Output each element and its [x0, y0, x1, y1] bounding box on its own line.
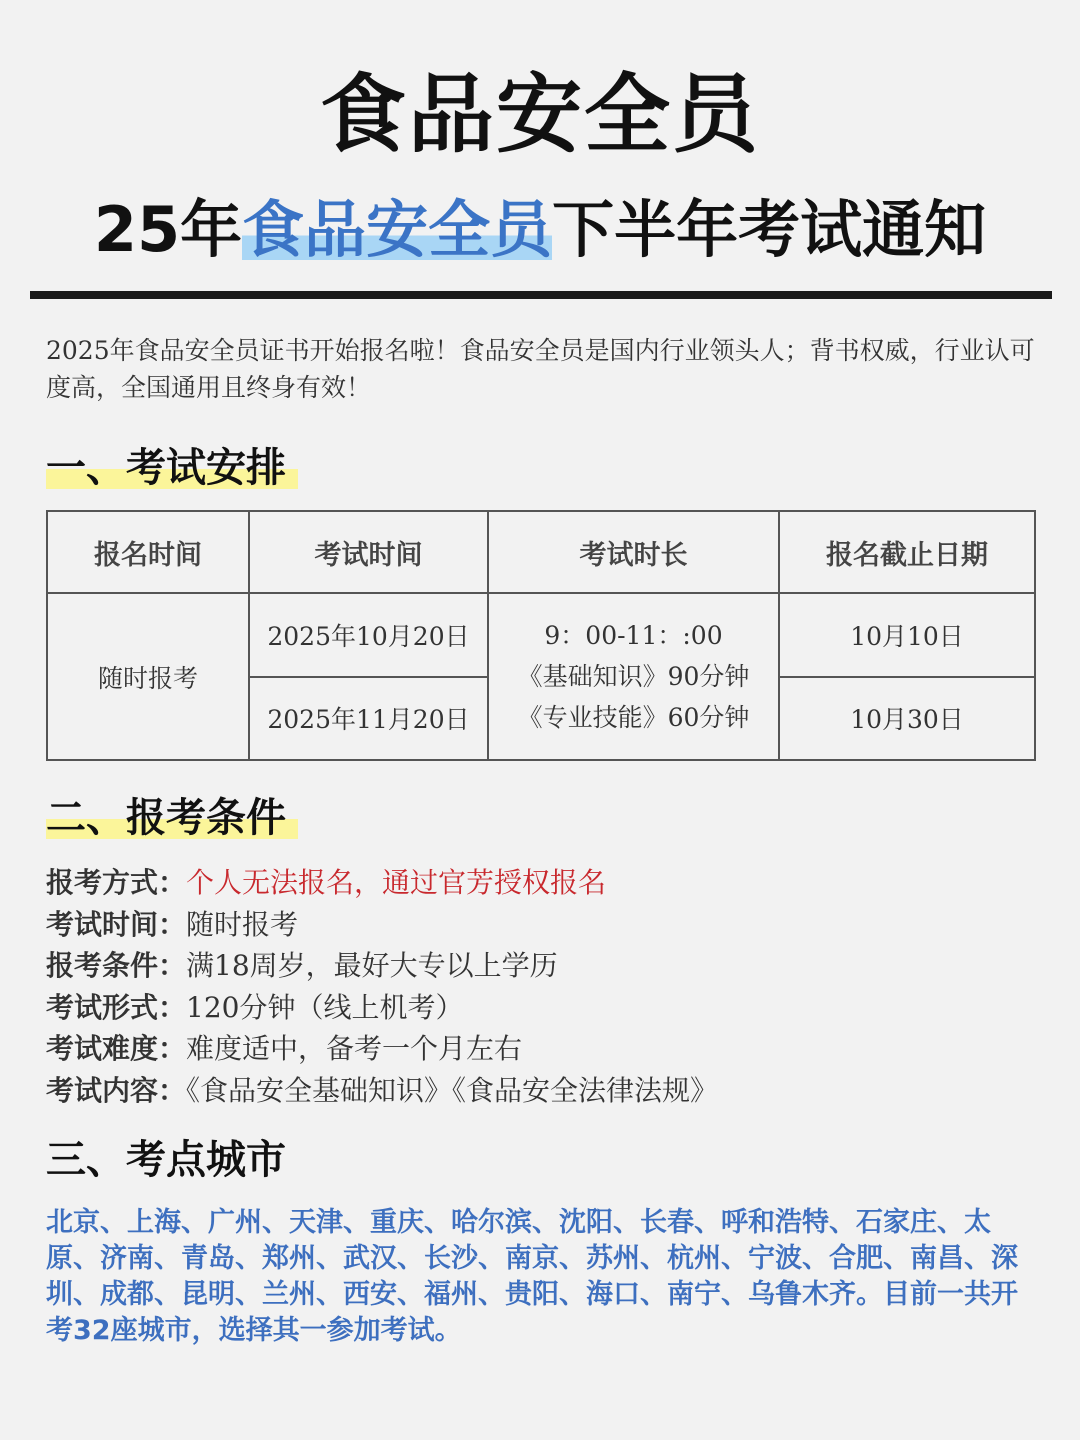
col-header-deadline: 报名截止日期 — [779, 511, 1035, 593]
duration-line-2: 《基础知识》90分钟 — [517, 662, 750, 692]
title-divider — [30, 291, 1052, 299]
duration-line-1: 9：00-11：:00 — [544, 621, 723, 651]
condition-value: 满18周岁，最好大专以上学历 — [186, 949, 558, 982]
section-heading-cities: 三、考点城市 — [46, 1137, 286, 1183]
subtitle-prefix: 25年 — [93, 193, 243, 266]
condition-value: 120分钟（线上机考） — [186, 990, 464, 1024]
cell-deadline-2: 10月30日 — [779, 677, 1035, 760]
condition-label: 考试难度： — [46, 1032, 187, 1065]
list-item — [46, 945, 1046, 987]
list-item — [46, 904, 1046, 946]
col-header-duration: 考试时长 — [488, 511, 779, 593]
duration-line-3: 《专业技能》60分钟 — [517, 703, 750, 733]
subtitle-highlight: 食品安全员 — [242, 193, 553, 266]
condition-label: 报考条件： — [46, 949, 187, 982]
list-item — [46, 987, 1046, 1029]
condition-label: 考试时间： — [46, 907, 187, 941]
condition-value: 《食品安全基础知识》《食品安全法律法规》 — [186, 1073, 719, 1107]
cell-deadline-1: 10月10日 — [779, 593, 1035, 676]
cell-reg-time: 随时报考 — [47, 593, 249, 760]
condition-value: 难度适中，备考一个月左右 — [186, 1032, 523, 1065]
condition-label: 考试内容： — [46, 1073, 187, 1107]
list-item — [46, 1070, 1046, 1112]
cities-paragraph: 北京、上海、广州、天津、重庆、哈尔滨、沈阳、长春、呼和浩特、石家庄、太原、济南、青岛、郑州、武汉、长沙、南京、苏州、杭州、宁波、合肥、南昌、深圳、成都、昆明、兰州、西安、福州、贵阳、海口、南宁、乌鲁木齐。目前一共开考32座城市，选择其一参加考试。 — [46, 1207, 1018, 1346]
section-heading-conditions: 二、报考条件 — [46, 792, 298, 844]
condition-value: 个人无法报名，通过官芳授权报名 — [186, 866, 607, 899]
conditions-list — [46, 862, 1046, 1111]
page-title: 食品安全员 — [320, 65, 760, 165]
cell-exam-date-2: 2025年11月20日 — [249, 677, 488, 760]
col-header-exam-time: 考试时间 — [249, 511, 488, 593]
list-item — [46, 862, 1046, 904]
table-row — [47, 593, 1035, 676]
condition-label: 报考方式： — [46, 866, 187, 899]
page-subtitle — [0, 190, 1080, 270]
intro-paragraph: 2025年食品安全员证书开始报名啦！食品安全员是国内行业领头人；背书权威，行业认可度高，全国通用且终身有效！ — [46, 336, 1035, 402]
condition-label: 考试形式： — [46, 990, 187, 1024]
exam-schedule-table — [46, 510, 1036, 761]
cell-exam-date-1: 2025年10月20日 — [249, 593, 488, 676]
condition-value: 随时报考 — [186, 907, 299, 941]
section-heading-schedule: 一、考试安排 — [46, 442, 298, 494]
list-item — [46, 1028, 1046, 1070]
col-header-reg-time: 报名时间 — [47, 511, 249, 593]
table-header-row — [47, 511, 1035, 593]
subtitle-suffix: 下半年考试通知 — [552, 193, 987, 266]
cell-duration — [488, 593, 779, 760]
